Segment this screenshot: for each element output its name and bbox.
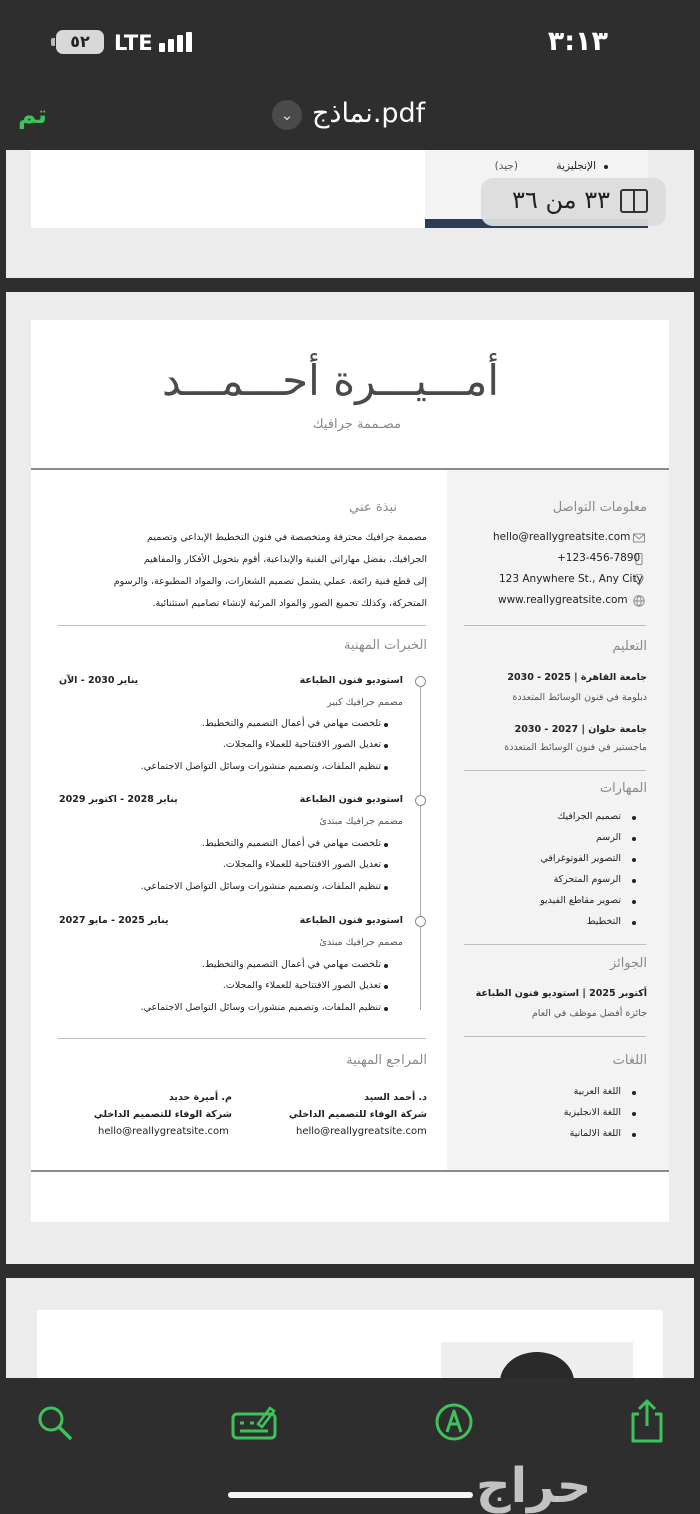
globe-icon [633,595,645,607]
network-type: LTE [114,31,153,55]
resume-role: مصـممة جرافيك [312,417,401,432]
divider [464,625,646,626]
reference-name: د. أحمد السيد [364,1092,427,1103]
bullet [632,1112,636,1116]
page-sheet [37,1310,663,1378]
contact-website: www.reallygreatsite.com [498,594,628,606]
signal-icon [159,32,199,52]
job-role: مصمم جرافيك كبير [327,697,403,708]
education-head: جامعة حلوان | 2027 - 2030 [514,724,647,735]
skill-item: الرسم [595,832,621,843]
education-sub: دبلومة في فنون الوسائط المتعددة [512,692,647,703]
bullet [632,1091,636,1095]
resume-name: أمـــيـــرة أحـــمـــد [162,356,499,405]
language-level: (جيد) [494,160,518,172]
job-company: استوديو فنون الطباعة [299,915,403,926]
skills-title: المهارات [599,781,647,796]
status-time: ٣:١٣ [547,26,608,57]
about-line: الجرافيك. بفضل مهاراتي الفنية والإبداعية، أقوم بتحويل الأفكار والمفاهيم [143,554,427,565]
contact-phone: +123-456-7890 [557,552,641,564]
skill-item: التخطيط [586,916,621,927]
award-sub: جائزة أفضل موظف في العام [531,1008,647,1019]
skill-item: التصوير الفوتوغرافي [540,853,621,864]
about-title: نبذة عني [349,500,397,515]
timeline-dot [415,676,426,687]
annotate-icon[interactable] [230,1404,278,1440]
job-period: يناير 2028 - اكتوبر 2029 [59,794,178,805]
job-company: استوديو فنون الطباعة [299,675,403,686]
bullet [632,816,636,820]
timeline-dot [415,795,426,806]
reference-email: hello@reallygreatsite.com [296,1126,427,1137]
home-indicator[interactable] [228,1492,473,1498]
chevron-down-icon[interactable]: ⌄ [272,100,302,130]
done-button[interactable]: تم [18,100,47,129]
references-title: المراجع المهنية [346,1053,427,1068]
divider [58,625,426,626]
bullet [632,921,636,925]
divider [464,770,646,771]
bullet [632,837,636,841]
nav-bar [0,86,700,150]
reference-org: شركة الوفاء للتصميم الداخلي [288,1109,427,1120]
skill-item: الرسوم المتحركة [553,874,621,885]
job-task: تلخصت مهامي في أعمال التصميم والتخطيط. [201,838,381,849]
share-icon[interactable] [628,1398,666,1444]
bullet [384,864,388,868]
job-company: استوديو فنون الطباعة [299,794,403,805]
experience-title: الخبرات المهنية [344,638,427,653]
reference-name: م. أميرة حديد [168,1092,232,1103]
bullet [384,985,388,989]
job-task: تعديل الصور الافتتاحية للعملاء والمجلات. [222,739,381,750]
job-task: تنظيم الملفات، وتصميم منشورات وسائل التواصل الاجتماعي. [140,761,381,772]
about-line: المتحركة، وكذلك تجميع الصور والمواد المرئية لإنشاء تصاميم استثنائية. [152,598,427,609]
reference-email: hello@reallygreatsite.com [98,1126,229,1137]
about-line: إلى قطع فنية رائعة. عملي يشمل تصميم الشعارات، والمواد المطبوعة، والرسوم [113,576,427,587]
sidebar-toggle-icon[interactable] [620,189,648,213]
divider [58,1038,426,1039]
markup-pen-icon[interactable] [434,1402,474,1442]
page-indicator-text: ٣٣ من ٣٦ [512,186,610,214]
divider [464,1036,646,1037]
bullet [632,1133,636,1137]
award-head: أكتوبر 2025 | استوديو فنون الطباعة [475,988,647,999]
divider [464,944,646,945]
job-period: يناير 2030 - الآن [59,675,139,686]
mail-icon [633,532,645,544]
languages-title: اللغات [612,1053,647,1068]
language-item: اللغة العربية [573,1086,621,1097]
job-role: مصمم جرافيك مبتدئ [319,937,403,948]
about-line: مصممة جرافيك محترفة ومتخصصة في فنون التخطيط الإبداعي وتصميم [147,532,427,543]
watermark: حراج [476,1458,592,1514]
search-icon[interactable] [36,1404,74,1442]
resume-sheet [31,320,669,1222]
job-task: تلخصت مهامي في أعمال التصميم والتخطيط. [201,959,381,970]
bullet [384,886,388,890]
awards-title: الجوائز [609,956,647,971]
job-task: تعديل الصور الافتتاحية للعملاء والمجلات. [222,980,381,991]
bottom-toolbar [0,1378,700,1514]
job-role: مصمم جرافيك مبتدئ [319,816,403,827]
job-period: يناير 2025 - مايو 2027 [59,915,169,926]
job-task: تنظيم الملفات، وتصميم منشورات وسائل التواصل الاجتماعي. [140,1002,381,1013]
job-task: تعديل الصور الافتتاحية للعملاء والمجلات. [222,859,381,870]
pdf-viewer[interactable] [0,150,700,1378]
footer-divider [31,1170,669,1172]
bullet [632,900,636,904]
reference-org: شركة الوفاء للتصميم الداخلي [93,1109,232,1120]
skill-item: تصوير مقاطع الفيديو [540,895,621,906]
skill-item: تصميم الجرافيك [557,811,621,822]
education-title: التعليم [612,639,647,654]
bullet [632,858,636,862]
timeline-line [420,682,421,1010]
language-item: اللغة الالمانية [569,1128,621,1139]
bullet [632,879,636,883]
language-item: اللغة الانجليزية [563,1107,621,1118]
language-item: الإنجليزية [556,160,596,172]
document-title[interactable]: نماذج.pdf [312,98,426,129]
status-bar [0,0,700,86]
bullet [384,744,388,748]
timeline-dot [415,916,426,927]
education-head: جامعة القاهرة | 2025 - 2030 [507,672,647,683]
pdf-page-next[interactable] [6,1278,694,1378]
battery-icon: ٥٢ [56,30,104,54]
bullet [384,766,388,770]
bullet [384,843,388,847]
contact-title: معلومات التواصل [552,500,647,515]
job-task: تنظيم الملفات، وتصميم منشورات وسائل التواصل الاجتماعي. [140,881,381,892]
education-sub: ماجستير في فنون الوسائط المتعددة [504,742,647,753]
bullet [384,964,388,968]
bullet [384,723,388,727]
contact-address: 123 Anywhere St., Any City [499,573,643,585]
pdf-page-current[interactable] [6,292,694,1264]
job-task: تلخصت مهامي في أعمال التصميم والتخطيط. [201,718,381,729]
bullet [604,165,608,169]
page-indicator[interactable] [481,178,666,226]
contact-email: hello@reallygreatsite.com [493,531,631,543]
bullet [384,1007,388,1011]
